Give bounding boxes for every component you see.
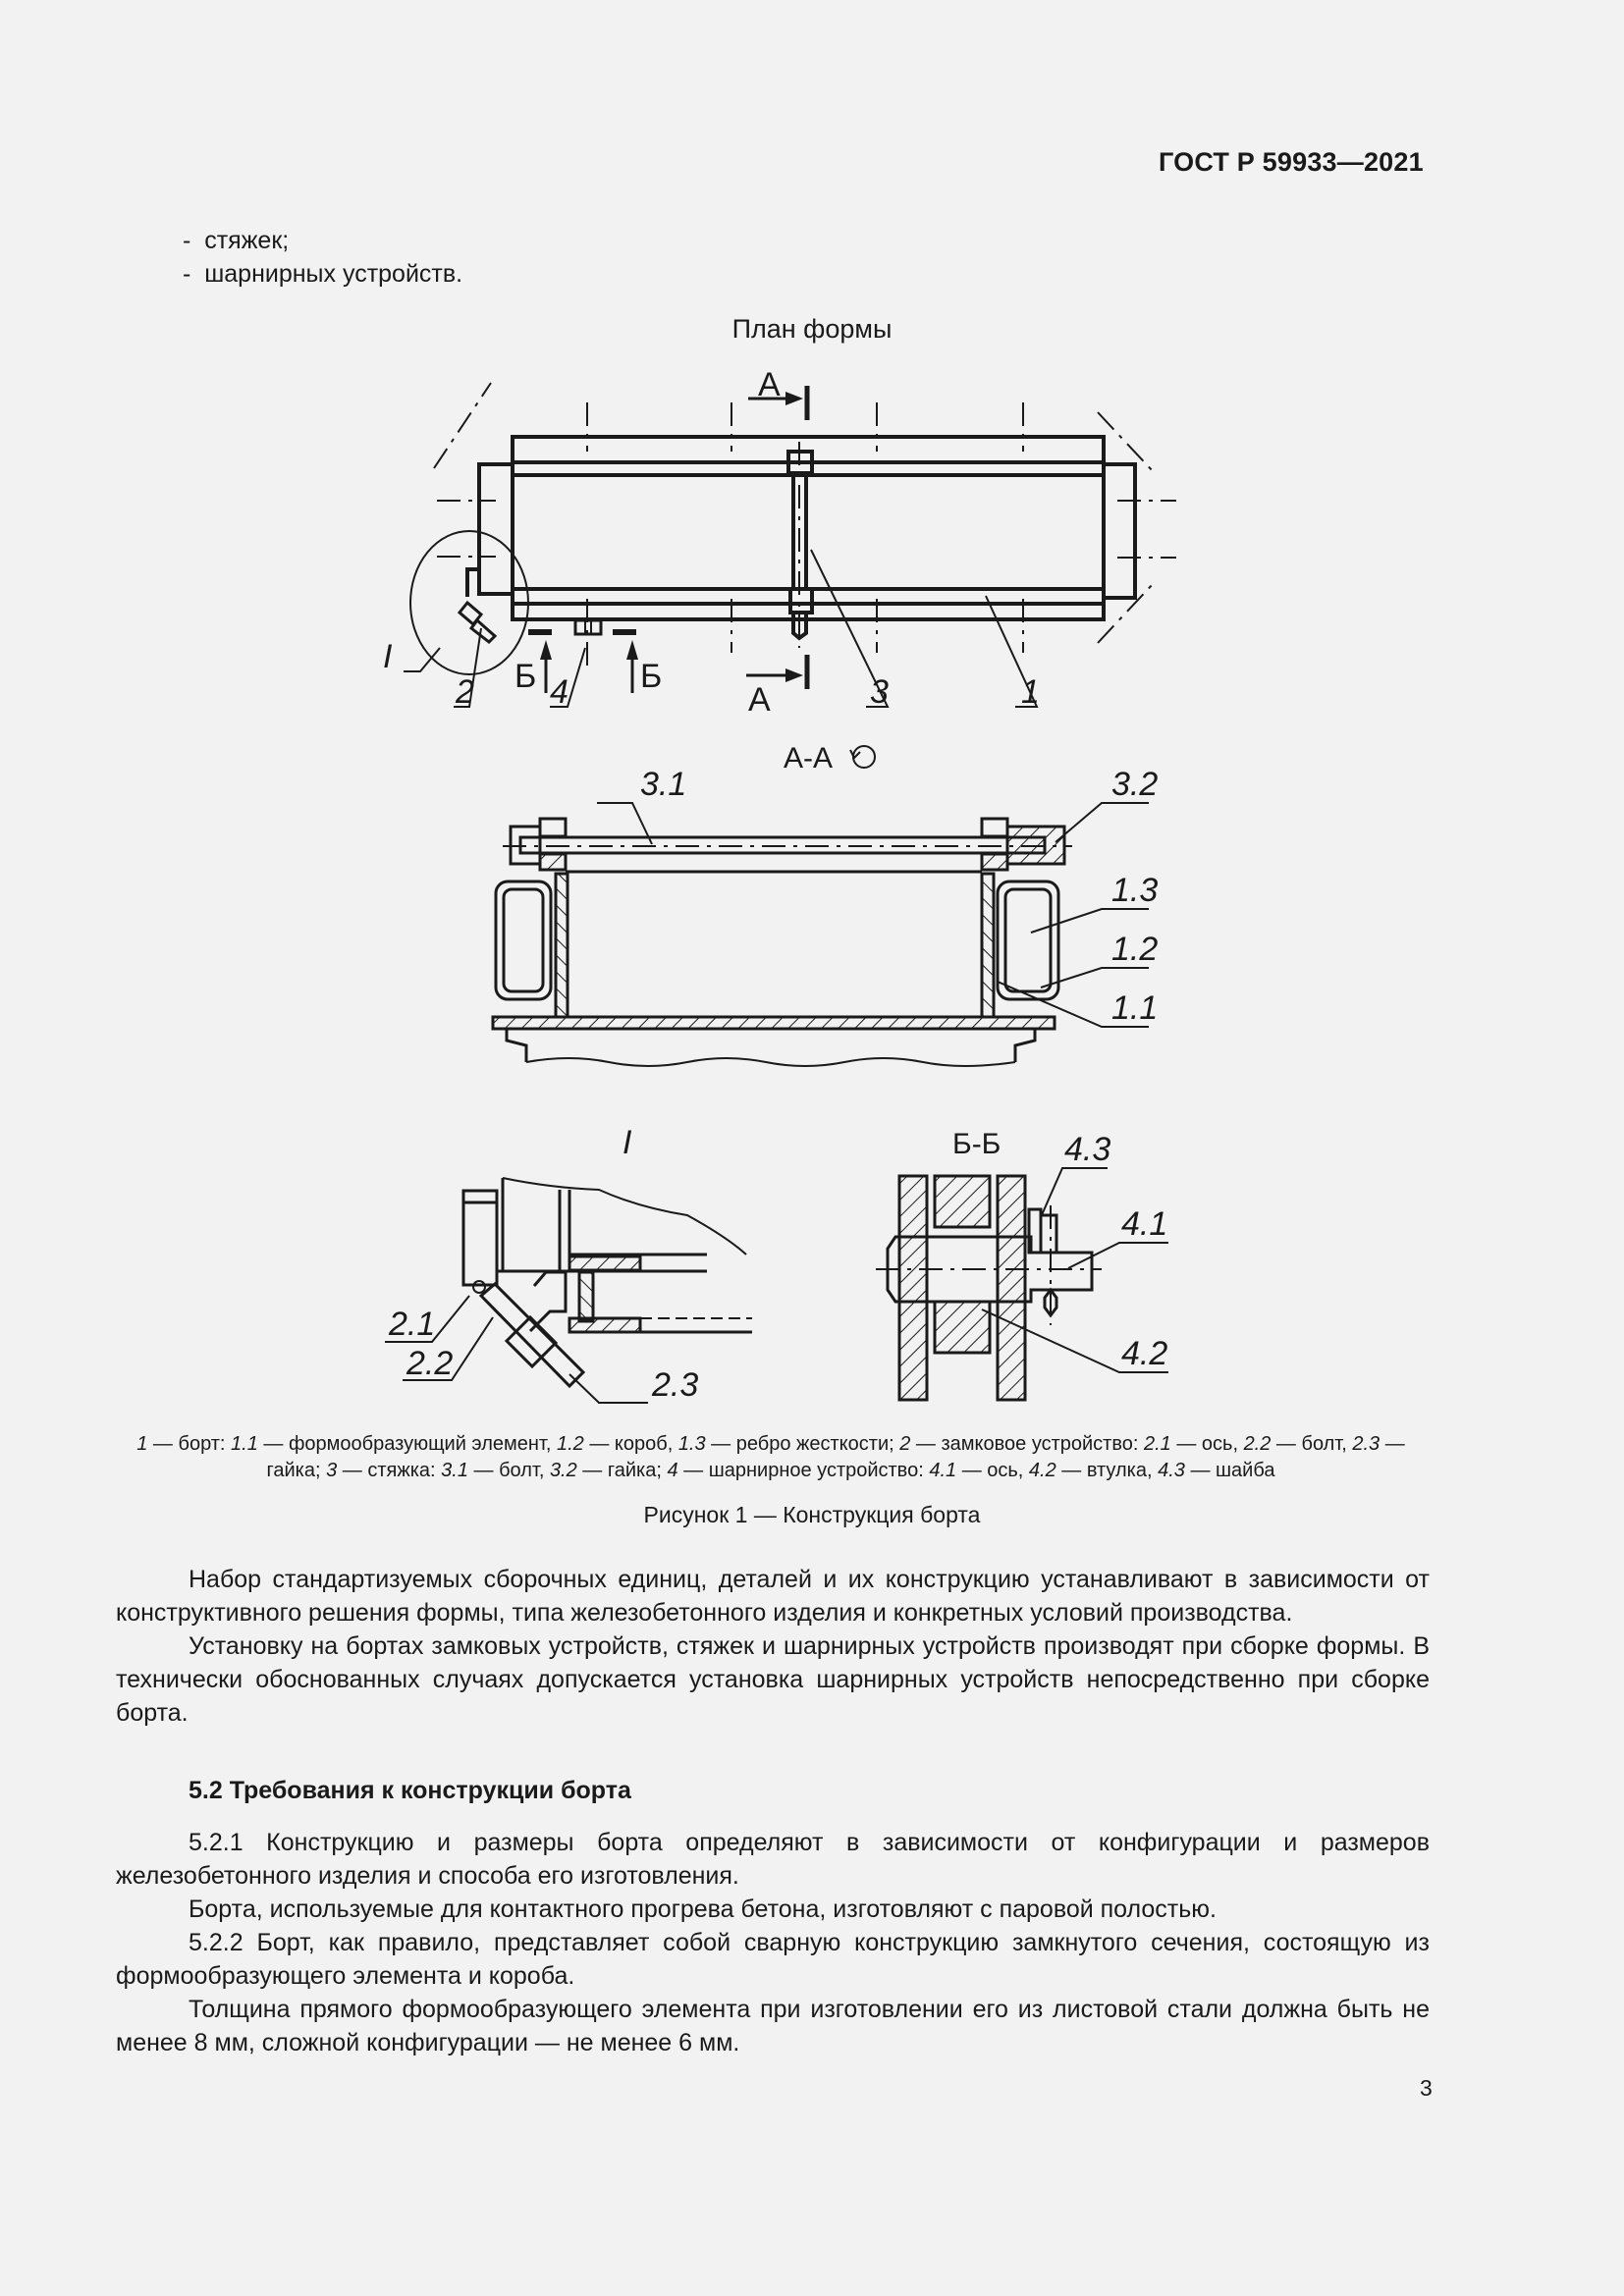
- detail-I-view: [463, 1178, 752, 1386]
- legend-number: 2: [899, 1433, 911, 1455]
- legend-text: — шайба: [1184, 1460, 1275, 1481]
- label-detail-I: I: [383, 638, 393, 675]
- paragraph: 5.2.1 Конструкцию и размеры борта определяют в зависимости от конфигурации и размеров железобетонного изделия и способа его изготовления.: [116, 1829, 1430, 1890]
- label-section-b-right: Б: [640, 658, 663, 695]
- label-4-3: 4.3: [1064, 1131, 1111, 1168]
- legend-text: — ребро жесткости;: [705, 1433, 900, 1455]
- legend-number: 4: [667, 1460, 678, 1481]
- label-1: 1: [1021, 673, 1040, 711]
- section-bb-view: [888, 1176, 1092, 1400]
- legend-number: 4.1: [929, 1460, 957, 1481]
- section-aa-view: [493, 819, 1064, 1066]
- section-bb-title: Б-Б: [952, 1128, 1001, 1160]
- list-item: - стяжек;: [183, 227, 290, 254]
- legend-number: 1.2: [556, 1433, 584, 1455]
- legend-number: 2.3: [1352, 1433, 1380, 1455]
- label-4-1: 4.1: [1121, 1205, 1168, 1243]
- label-2: 2: [456, 673, 474, 711]
- label-2-3: 2.3: [652, 1366, 699, 1404]
- section-b-markers: [528, 629, 638, 693]
- section-a-markers: [746, 386, 807, 689]
- legend-text: — гайка;: [576, 1460, 668, 1481]
- legend-number: 1.3: [677, 1433, 706, 1455]
- document-code: ГОСТ Р 59933—2021: [1159, 147, 1424, 177]
- paragraph: Установку на бортах замковых устройств, стяжек и шарнирных устройств производят при сборке формы. В технически обоснованных случаях допускается установка шарнирных устройств непосредственно при сборке борта.: [116, 1632, 1430, 1727]
- label-1-2: 1.2: [1111, 931, 1159, 968]
- legend-number: 2.2: [1243, 1433, 1272, 1455]
- label-3: 3: [870, 673, 889, 711]
- page-number: 3: [1420, 2075, 1433, 2101]
- legend-text: — замковое устройство:: [910, 1433, 1144, 1455]
- list-item: - шарнирных устройств.: [183, 260, 463, 288]
- label-section-a-bottom: А: [748, 681, 771, 719]
- legend-text: — борт:: [147, 1433, 232, 1455]
- legend-text: — формообразующий элемент,: [257, 1433, 557, 1455]
- paragraph: Борта, используемые для контактного прогрева бетона, изготовляют с паровой полостью.: [189, 1896, 1217, 1923]
- legend-text: — болт,: [467, 1460, 550, 1481]
- legend-number: 3.1: [441, 1460, 468, 1481]
- legend-text: — стяжка:: [337, 1460, 442, 1481]
- label-3-1: 3.1: [640, 766, 687, 803]
- label-1-1: 1.1: [1111, 989, 1159, 1027]
- legend-text: — гайка;: [266, 1433, 1405, 1481]
- section-heading: 5.2 Требования к конструкции борта: [189, 1777, 631, 1804]
- label-2-2: 2.2: [406, 1345, 454, 1382]
- legend-number: 3.2: [549, 1460, 577, 1481]
- legend-text: — короб,: [583, 1433, 678, 1455]
- figure-legend: [108, 1431, 1434, 1484]
- paragraph: Толщина прямого формообразующего элемента при изготовлении его из листовой стали должна быть не менее 8 мм, сложной конфигурации — не менее 6 мм.: [116, 1996, 1430, 2056]
- legend-number: 1.1: [231, 1433, 258, 1455]
- legend-text: — втулка,: [1056, 1460, 1159, 1481]
- label-section-a-top: А: [758, 366, 781, 403]
- label-1-3: 1.3: [1111, 872, 1159, 909]
- paragraph-block-2: [116, 1826, 1430, 2059]
- label-4-2: 4.2: [1121, 1335, 1168, 1372]
- legend-text: — ось,: [1170, 1433, 1244, 1455]
- section-aa-title: А-А: [784, 742, 834, 774]
- legend-number: 3: [326, 1460, 338, 1481]
- plan-view: [460, 437, 1135, 642]
- paragraph: Набор стандартизуемых сборочных единиц, деталей и их конструкцию устанавливают в зависимости от конструктивного решения формы, типа железобетонного изделия и конкретных условий производства.: [116, 1566, 1430, 1627]
- legend-number: 1: [136, 1433, 148, 1455]
- legend-text: — болт,: [1271, 1433, 1353, 1455]
- legend-text: — шарнирное устройство:: [677, 1460, 930, 1481]
- label-4: 4: [550, 673, 568, 711]
- legend-number: 4.3: [1158, 1460, 1185, 1481]
- legend-number: 2.1: [1143, 1433, 1171, 1455]
- detail-I-title: I: [623, 1124, 632, 1161]
- paragraph: 5.2.2 Борт, как правило, представляет собой сварную конструкцию замкнутого сечения, состоящую из формообразующего элемента и короба.: [116, 1929, 1430, 1990]
- label-section-b-left: Б: [514, 658, 537, 695]
- label-2-1: 2.1: [389, 1306, 436, 1343]
- legend-number: 4.2: [1028, 1460, 1056, 1481]
- legend-text: — ось,: [956, 1460, 1029, 1481]
- figure-caption: Рисунок 1 — Конструкция борта: [643, 1502, 981, 1527]
- plan-title: План формы: [731, 314, 893, 344]
- label-3-2: 3.2: [1111, 766, 1159, 803]
- rotation-icon: [850, 746, 875, 768]
- paragraph-block-1: [116, 1563, 1430, 1730]
